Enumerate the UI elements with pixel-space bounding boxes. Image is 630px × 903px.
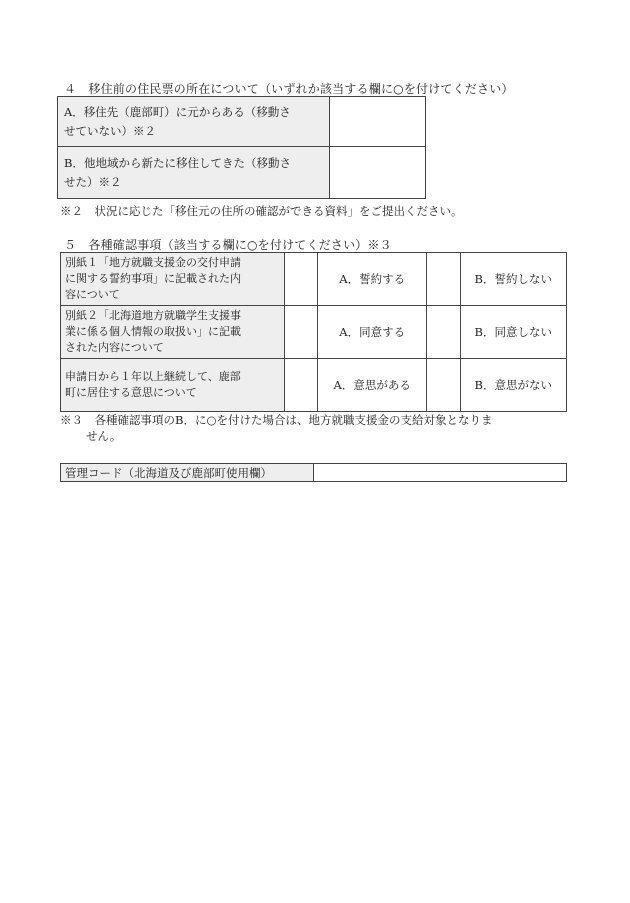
confirmation-row-2-a-mark-cell[interactable] [284, 306, 317, 359]
confirmation-row-3-a-mark-cell[interactable] [284, 359, 317, 412]
note-3-line2: せん。 [86, 429, 122, 443]
residence-option-b-mark-cell[interactable] [330, 147, 426, 199]
confirmation-row-1-label [61, 253, 285, 306]
confirmation-table [60, 252, 567, 412]
residence-option-b-line1: B．他地域から新たに移住してきた（移動さ [64, 155, 291, 170]
confirmation-row-2-label [61, 306, 285, 359]
confirmation-row-1-option-b: B．誓約しない [460, 253, 566, 306]
management-code-value[interactable] [314, 464, 567, 482]
residence-option-a-line1: A．移住先（鹿部町）に元からある（移動さ [64, 104, 291, 119]
confirmation-row-2-line3: された内容について [65, 341, 164, 354]
confirmation-row-1-line1: 別紙１「地方就職支援金の交付申請 [65, 256, 241, 269]
section-5-heading: ５ 各種確認事項（該当する欄に○を付けてください）※３ [64, 238, 392, 252]
confirmation-row-2-line2: 業に係る個人情報の取扱い」に記載 [65, 325, 241, 338]
confirmation-row-2-option-a: A．同意する [318, 306, 427, 359]
note-2: ※２ 状況に応じた「移住元の住所の確認ができる資料」をご提出ください。 [60, 204, 463, 218]
confirmation-row-3-label [61, 359, 285, 412]
confirmation-row-2-b-mark-cell[interactable] [427, 306, 460, 359]
confirmation-row-3-option-a: A．意思がある [318, 359, 427, 412]
residence-option-b-label [58, 147, 330, 199]
confirmation-row-2 [61, 306, 567, 359]
residence-option-a-mark-cell[interactable] [330, 97, 426, 147]
confirmation-row-1-line3: 容について [65, 288, 120, 301]
note-3 [60, 412, 570, 444]
confirmation-row-3 [61, 359, 567, 412]
section-4-heading: ４ 移住前の住民票の所在について（いずれか該当する欄に○を付けてください） [64, 82, 514, 96]
confirmation-row-3-line2: 町に居住する意思について [65, 386, 197, 399]
residence-option-b-row [58, 147, 426, 199]
confirmation-row-1-a-mark-cell[interactable] [284, 253, 317, 306]
confirmation-row-1 [61, 253, 567, 306]
confirmation-row-3-b-mark-cell[interactable] [427, 359, 460, 412]
residence-option-a-row [58, 97, 426, 147]
confirmation-row-3-line1: 申請日から１年以上継続して、鹿部 [65, 370, 241, 383]
residence-option-a-line2: せていない）※２ [64, 123, 156, 138]
confirmation-row-1-b-mark-cell[interactable] [427, 253, 460, 306]
confirmation-row-3-option-b: B．意思がない [460, 359, 566, 412]
management-code-table [60, 463, 567, 482]
note-3-line1: ※３ 各種確認事項のB．に○を付けた場合は、地方就職支援金の支給対象となりま [60, 413, 493, 427]
confirmation-row-2-line1: 別紙２「北海道地方就職学生支援事 [65, 309, 241, 322]
residence-option-b-line2: せた）※２ [64, 174, 122, 189]
management-code-label: 管理コード（北海道及び鹿部町使用欄） [61, 464, 314, 482]
confirmation-row-1-line2: に関する誓約事項」に記載された内 [65, 272, 241, 285]
confirmation-row-1-option-a: A．誓約する [318, 253, 427, 306]
residence-table [57, 96, 426, 199]
confirmation-row-2-option-b: B．同意しない [460, 306, 566, 359]
residence-option-a-label [58, 97, 330, 147]
